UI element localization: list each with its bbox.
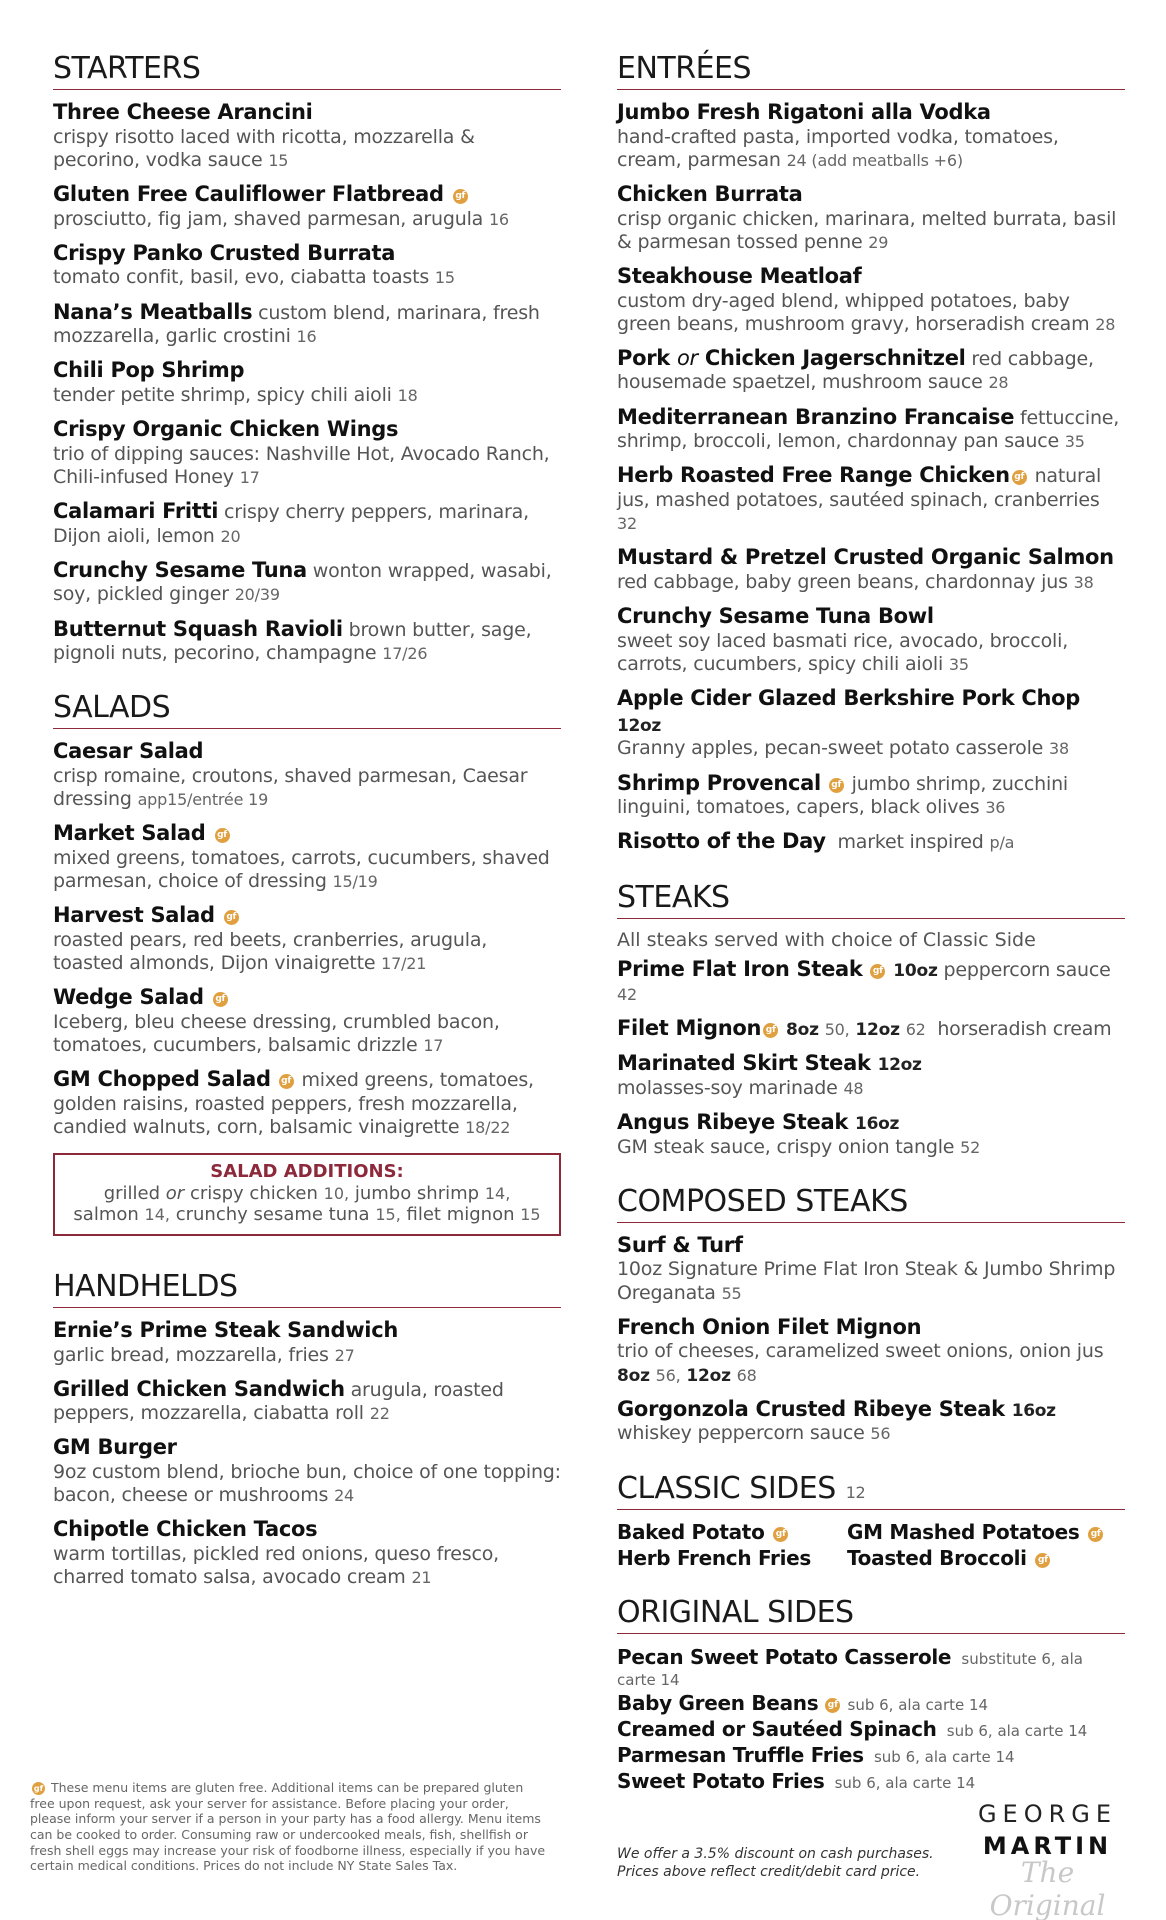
item-price: 38 <box>1049 739 1069 759</box>
gluten-free-icon: gf <box>773 1527 788 1542</box>
footnote-text: These menu items are gluten free. Additional items can be prepared gluten free upon request, ask your server for assistance. Before placing your order, please inform your server if a person in your party has a food allergy. Menu items can be cooked to order. Consuming raw or undercooked meals, fish, shellfish or fresh shell eggs may increase your risk of foodborne illness, especially if you have certain medical conditions. Prices do not include NY State Sales Tax. <box>30 1780 546 1874</box>
item-price: 20 <box>220 526 241 546</box>
item-desc: brown butter, sage, pignoli nuts, pecorino, champagne <box>53 618 532 665</box>
gluten-free-icon: gf <box>829 778 844 793</box>
salad-additions-box <box>53 1153 561 1236</box>
section-title: ORIGINAL SIDES <box>617 1596 1125 1634</box>
section-title: COMPOSED STEAKS <box>617 1185 1125 1223</box>
item-price: 29 <box>868 232 889 252</box>
item-desc: horseradish cream <box>937 1017 1112 1040</box>
menu-item <box>53 499 561 548</box>
original-sides-section <box>617 1596 1125 1795</box>
menu-item <box>53 417 561 489</box>
item-name: Crispy Organic Chicken Wings <box>53 417 399 442</box>
menu-item <box>617 182 1125 254</box>
menu-item <box>53 1067 561 1139</box>
item-desc: fettuccine, shrimp, broccoli, lemon, chardonnay pan sauce <box>617 406 1120 453</box>
item-weight: 10oz <box>893 960 938 981</box>
cash-note-line: Prices above reflect credit/debit card price. <box>617 1864 921 1881</box>
item-name: Gorgonzola Crusted Ribeye Steak <box>617 1396 1005 1421</box>
item-price: 24 <box>334 1486 355 1506</box>
item-price: 56, <box>655 1365 681 1385</box>
item-desc: trio of dipping sauces: Nashville Hot, Avocado Ranch, Chili-infused Honey <box>53 442 550 488</box>
item-name: Apple Cider Glazed Berkshire Pork Chop <box>617 686 1081 711</box>
item-desc: custom blend, marinara, fresh mozzarella, garlic crostini <box>53 301 540 348</box>
item-price: 17/21 <box>381 954 427 974</box>
menu-item <box>53 739 561 811</box>
item-price: 20/39 <box>234 585 280 605</box>
item-desc: market inspired <box>837 831 984 854</box>
item-name: Market Salad <box>53 821 206 846</box>
item-name: Risotto of the Day <box>617 829 826 854</box>
side-name: Creamed or Sautéed Spinach <box>617 1717 937 1742</box>
gluten-free-icon: gf <box>1012 470 1027 485</box>
item-name: Grilled Chicken Sandwich <box>53 1376 345 1401</box>
menu-item <box>53 1318 561 1367</box>
steaks-section <box>617 881 1125 1159</box>
side-item <box>847 1520 1107 1544</box>
item-desc: whiskey peppercorn sauce <box>617 1422 865 1445</box>
addition-text: or <box>165 1182 185 1204</box>
side-item <box>617 1520 847 1544</box>
side-name: Baked Potato <box>617 1519 765 1544</box>
item-desc: 10oz Signature Prime Flat Iron Steak & Jumbo Shrimp Oreganata <box>617 1258 1116 1304</box>
item-desc: 9oz custom blend, brioche bun, choice of one topping: bacon, cheese or mushrooms <box>53 1461 561 1507</box>
section-title: STEAKS <box>617 881 1125 919</box>
menu-item <box>53 617 561 666</box>
addition-price: 10, <box>323 1183 350 1203</box>
menu-item <box>617 264 1125 336</box>
item-name: Jumbo Fresh Rigatoni alla Vodka <box>617 100 991 124</box>
item-price: 36 <box>985 798 1006 818</box>
item-desc: roasted pears, red beets, cranberries, arugula, toasted almonds, Dijon vinaigrette <box>53 928 488 975</box>
item-price: 24 (add meatballs +6) <box>786 150 963 170</box>
side-item <box>617 1742 1125 1768</box>
item-desc: Iceberg, bleu cheese dressing, crumbled bacon, tomatoes, cucumbers, balsamic drizzle <box>53 1010 500 1057</box>
item-weight: 12oz <box>877 1055 922 1076</box>
item-name-part: or <box>676 345 698 370</box>
item-name: French Onion Filet Mignon <box>617 1314 922 1339</box>
item-name: Angus Ribeye Steak <box>617 1110 849 1135</box>
item-price: 21 <box>411 1568 432 1588</box>
item-name: Mediterranean Branzino Francaise <box>617 404 1015 429</box>
menu-item <box>53 1377 561 1426</box>
gluten-free-icon: gf <box>825 1698 840 1713</box>
item-name: Shrimp Provencal <box>617 770 821 795</box>
menu-item <box>53 558 561 607</box>
menu-item <box>617 686 1125 760</box>
item-name: Filet Mignon <box>617 1015 762 1040</box>
side-item <box>847 1546 1107 1570</box>
side-price: sub 6, ala carte 14 <box>873 1748 1015 1767</box>
gluten-free-icon: gf <box>215 828 230 843</box>
item-price: 42 <box>617 984 637 1004</box>
side-price: substitute 6, ala carte 14 <box>617 1649 1083 1689</box>
item-desc: arugula, roasted peppers, mozzarella, ciabatta roll <box>53 1378 504 1425</box>
left-column <box>53 52 561 1615</box>
gluten-free-icon: gf <box>1035 1553 1050 1568</box>
item-weight: 8oz <box>786 1019 819 1040</box>
item-price: p/a <box>989 833 1015 853</box>
side-item <box>617 1768 1125 1794</box>
menu-item <box>53 100 561 172</box>
item-name: Steakhouse Meatloaf <box>617 263 862 288</box>
menu-item <box>617 1315 1125 1387</box>
menu-item <box>617 771 1125 820</box>
item-desc: mixed greens, tomatoes, carrots, cucumbers, shaved parmesan, choice of dressing <box>53 846 550 893</box>
item-name-part: Chicken Jagerschnitzel <box>704 345 966 370</box>
item-weight: 12oz <box>617 715 662 736</box>
menu-item <box>617 405 1125 454</box>
item-name: Herb Roasted Free Range Chicken <box>617 463 1010 488</box>
item-name: Chipotle Chicken Tacos <box>53 1517 318 1542</box>
item-price: 28 <box>988 373 1009 393</box>
item-name: Mustard & Pretzel Crusted Organic Salmon <box>617 545 1114 570</box>
salad-additions-line <box>65 1204 549 1226</box>
menu-item <box>53 821 561 893</box>
item-price: 38 <box>1073 572 1094 592</box>
menu-item <box>53 985 561 1057</box>
item-desc: red cabbage, housemade spaetzel, mushroom sauce <box>617 347 1094 394</box>
side-name: Baby Green Beans <box>617 1691 819 1716</box>
gluten-free-icon: gf <box>279 1074 294 1089</box>
item-desc: Granny apples, pecan-sweet potato casserole <box>617 737 1044 760</box>
item-name: Crispy Panko Crusted Burrata <box>53 240 396 265</box>
starters-section <box>53 52 561 665</box>
side-item <box>617 1716 1125 1742</box>
addition-price: 14, <box>484 1183 511 1203</box>
item-price: 55 <box>721 1283 742 1303</box>
item-name: GM Burger <box>53 1435 177 1460</box>
menu-item <box>53 300 561 349</box>
item-price: 56 <box>870 1424 891 1444</box>
side-name: Parmesan Truffle Fries <box>617 1743 864 1768</box>
addition-text: crunchy sesame tuna <box>175 1204 370 1226</box>
item-name: Crunchy Sesame Tuna Bowl <box>617 604 934 629</box>
menu-item <box>617 100 1125 172</box>
side-name: GM Mashed Potatoes <box>847 1519 1080 1544</box>
menu-item <box>617 1016 1125 1042</box>
steaks-note: All steaks served with choice of Classic Side <box>617 928 1036 951</box>
item-desc: sweet soy laced basmati rice, avocado, broccoli, carrots, cucumbers, spicy chili aioli <box>617 629 1069 675</box>
item-name: Wedge Salad <box>53 985 204 1010</box>
item-desc: crisp organic chicken, marinara, melted burrata, basil & parmesan tossed penne <box>617 207 1117 253</box>
gluten-free-icon: gf <box>763 1023 778 1038</box>
item-name: GM Chopped Salad <box>53 1067 271 1092</box>
item-price: 52 <box>960 1137 981 1157</box>
section-title-text: CLASSIC SIDES <box>617 1470 836 1506</box>
item-desc: crispy risotto laced with ricotta, mozzarella & pecorino, vodka sauce <box>53 125 475 171</box>
item-desc: trio of cheeses, caramelized sweet onions, onion jus <box>617 1340 1104 1363</box>
item-name: Ernie’s Prime Steak Sandwich <box>53 1317 398 1342</box>
item-weight: 16oz <box>855 1114 900 1135</box>
classic-sides-section <box>617 1472 1125 1570</box>
item-price: 18 <box>397 385 418 405</box>
menu-item <box>617 1051 1125 1100</box>
gluten-free-icon: gf <box>33 1784 44 1793</box>
item-desc: garlic bread, mozzarella, fries <box>53 1343 329 1366</box>
menu-item <box>53 1517 561 1589</box>
item-desc: custom dry-aged blend, whipped potatoes, baby green beans, mushroom gravy, horseradish cream <box>617 289 1090 335</box>
item-name: Chili Pop Shrimp <box>53 358 245 383</box>
addition-price: 14, <box>144 1205 170 1225</box>
addition-text: grilled <box>103 1182 161 1204</box>
item-price: 62 <box>905 1019 926 1039</box>
menu-item <box>53 241 561 290</box>
item-desc: mixed greens, tomatoes, golden raisins, roasted peppers, fresh mozzarella, candied walnuts, corn, balsamic vinaigrette <box>53 1069 534 1138</box>
section-title: STARTERS <box>53 52 561 90</box>
item-name: Chicken Burrata <box>617 181 803 206</box>
logo-line: MARTIN <box>982 1832 1113 1860</box>
addition-text: filet mignon <box>406 1204 515 1226</box>
item-desc: natural jus, mashed potatoes, sautéed spinach, cranberries <box>617 465 1102 512</box>
right-column <box>617 52 1125 1820</box>
item-price: 18/22 <box>465 1117 511 1137</box>
side-name: Toasted Broccoli <box>847 1545 1027 1570</box>
item-price: 48 <box>843 1078 864 1098</box>
section-title: ENTRÉES <box>617 52 1125 90</box>
item-desc: warm tortillas, pickled red onions, queso fresco, charred tomato salsa, avocado cream <box>53 1543 499 1589</box>
item-name: Nana’s Meatballs <box>53 299 253 324</box>
addition-text: salmon <box>73 1204 139 1226</box>
item-weight: 12oz <box>855 1019 900 1040</box>
gluten-free-icon: gf <box>1088 1527 1103 1542</box>
item-desc: tender petite shrimp, spicy chili aioli <box>53 383 392 406</box>
menu-item <box>617 1110 1125 1159</box>
item-price: 16 <box>488 209 509 229</box>
item-desc: peppercorn sauce <box>943 958 1111 981</box>
item-weight: 12oz <box>686 1365 731 1386</box>
item-weight: 8oz <box>617 1365 650 1386</box>
handhelds-section <box>53 1270 561 1589</box>
item-name: Butternut Squash Ravioli <box>53 616 343 641</box>
gluten-free-icon: gf <box>870 964 885 979</box>
item-name: Prime Flat Iron Steak <box>617 956 863 981</box>
composed-steaks-section <box>617 1185 1125 1446</box>
menu-item <box>617 957 1125 1006</box>
item-desc: red cabbage, baby green beans, chardonnay jus <box>617 570 1068 593</box>
menu-item <box>617 463 1125 535</box>
item-name-part: Pork <box>617 345 670 370</box>
salads-section <box>53 691 561 1236</box>
addition-price: 15 <box>520 1205 541 1225</box>
side-price: sub 6, ala carte 14 <box>847 1696 989 1715</box>
section-title <box>617 1472 1125 1510</box>
menu-item <box>617 1233 1125 1305</box>
side-name: Pecan Sweet Potato Casserole <box>617 1644 952 1669</box>
item-price: 15/19 <box>332 872 378 892</box>
item-name: Marinated Skirt Steak <box>617 1051 871 1076</box>
gluten-free-icon: gf <box>453 189 468 204</box>
item-price: 68 <box>736 1365 757 1385</box>
item-price: app15/entrée 19 <box>137 790 269 810</box>
addition-price: 15, <box>375 1205 401 1225</box>
side-item <box>617 1644 1125 1691</box>
item-desc: molasses-soy marinade <box>617 1076 838 1099</box>
menu-item <box>617 346 1125 395</box>
item-price: 15 <box>434 268 455 288</box>
item-name: Harvest Salad <box>53 903 215 928</box>
item-price: 17 <box>423 1036 444 1056</box>
item-name <box>617 346 966 370</box>
item-desc: hand-crafted pasta, imported vodka, tomatoes, cream, parmesan <box>617 125 1059 171</box>
item-desc: jumbo shrimp, zucchini linguini, tomatoes, capers, black olives <box>617 772 1069 819</box>
entrees-section <box>617 52 1125 855</box>
menu-item <box>53 1435 561 1507</box>
item-price: 16 <box>296 327 317 347</box>
item-weight: 16oz <box>1011 1400 1056 1421</box>
classic-sides-grid <box>617 1520 1125 1570</box>
item-price: 15 <box>268 150 289 170</box>
menu-item <box>617 545 1125 594</box>
gluten-free-icon: gf <box>224 910 239 925</box>
allergy-footnote <box>30 1780 550 1874</box>
item-name: Gluten Free Cauliflower Flatbread <box>53 181 444 206</box>
addition-text: crispy chicken <box>189 1182 318 1204</box>
item-price: 28 <box>1095 314 1116 334</box>
item-desc: crispy cherry peppers, marinara, Dijon aioli, lemon <box>53 501 529 547</box>
side-name: Sweet Potato Fries <box>617 1769 825 1794</box>
menu-item <box>53 903 561 975</box>
item-name: Crunchy Sesame Tuna <box>53 557 307 582</box>
item-desc: wonton wrapped, wasabi, soy, pickled ginger <box>53 559 552 606</box>
item-price: 50, <box>824 1019 850 1039</box>
item-price: 22 <box>369 1404 390 1424</box>
gluten-free-icon: gf <box>213 992 228 1007</box>
item-name: Three Cheese Arancini <box>53 100 313 124</box>
salad-additions-title: SALAD ADDITIONS: <box>210 1161 404 1183</box>
item-price: 32 <box>617 514 637 534</box>
cash-discount-note <box>617 1845 937 1881</box>
item-name: Calamari Fritti <box>53 499 219 524</box>
side-item <box>617 1690 1125 1716</box>
logo-line: The Original <box>989 1856 1106 1920</box>
menu-item <box>617 829 1125 855</box>
side-price: sub 6, ala carte 14 <box>946 1722 1088 1741</box>
salad-additions-line <box>65 1183 549 1205</box>
cash-note-line: We offer a 3.5% discount on cash purchases. <box>617 1846 934 1862</box>
item-desc: crisp romaine, croutons, shaved parmesan, Caesar dressing <box>53 764 528 811</box>
side-price: sub 6, ala carte 14 <box>834 1774 976 1793</box>
section-title: SALADS <box>53 691 561 729</box>
section-price: 12 <box>845 1482 866 1502</box>
item-price: 17 <box>239 467 260 487</box>
item-price: 17/26 <box>382 644 428 664</box>
side-item <box>617 1546 847 1570</box>
logo-line: GEORGE <box>977 1800 1118 1828</box>
item-price: 27 <box>334 1345 355 1365</box>
item-price: 35 <box>1064 432 1085 452</box>
side-name: Herb French Fries <box>617 1545 812 1570</box>
menu-item <box>53 182 561 231</box>
george-martin-logo <box>960 1800 1135 1920</box>
menu-item <box>617 604 1125 676</box>
item-name: Caesar Salad <box>53 739 204 764</box>
item-desc: tomato confit, basil, evo, ciabatta toasts <box>53 266 430 289</box>
menu-item <box>617 1397 1125 1446</box>
section-title: HANDHELDS <box>53 1270 561 1308</box>
menu-item <box>53 358 561 407</box>
item-desc: GM steak sauce, crispy onion tangle <box>617 1135 955 1158</box>
item-price: 35 <box>948 654 969 674</box>
item-name: Surf & Turf <box>617 1232 743 1257</box>
item-desc: prosciutto, fig jam, shaved parmesan, arugula <box>53 207 484 230</box>
addition-text: jumbo shrimp <box>354 1182 480 1204</box>
